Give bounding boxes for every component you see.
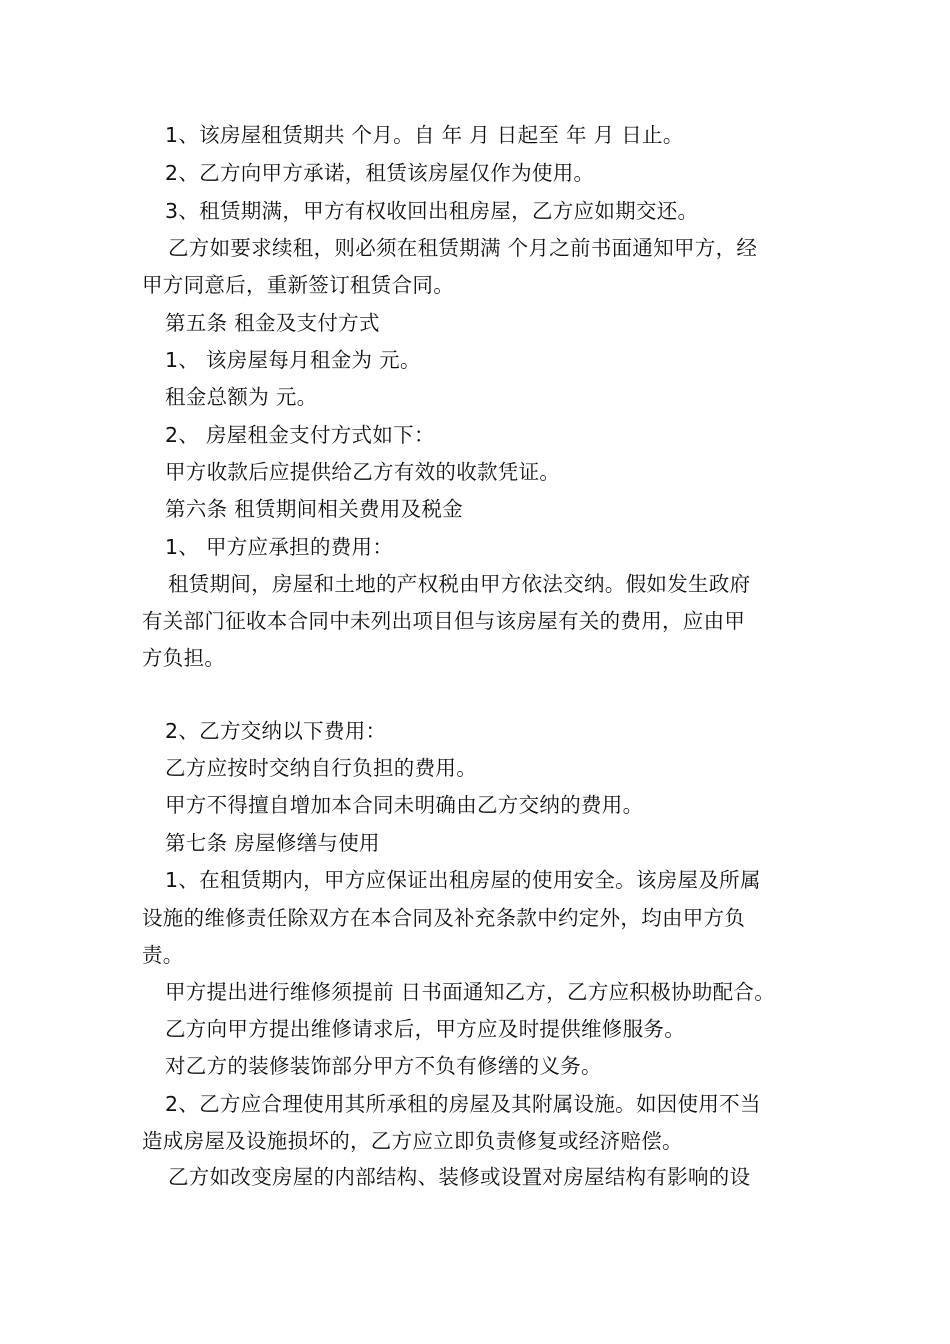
text-line: 2、乙方交纳以下费用： [165, 719, 387, 743]
text-line: 1、 该房屋每月租金为 元。 [165, 348, 421, 372]
text-line: 乙方应按时交纳自行负担的费用。 [165, 756, 477, 780]
text-line: 甲方提出进行维修须提前 日书面通知乙方，乙方应积极协助配合。 [165, 980, 776, 1004]
text-line: 责。 [142, 943, 184, 967]
text-line: 2、乙方应合理使用其所承租的房屋及其附属设施。如因使用不当 [165, 1092, 761, 1116]
section-heading: 第五条 租金及支付方式 [165, 311, 380, 335]
section-heading: 第六条 租赁期间相关费用及税金 [165, 497, 464, 521]
text-line: 甲方收款后应提供给乙方有效的收款凭证。 [165, 460, 561, 484]
text-line: 设施的维修责任除双方在本合同及补充条款中约定外，均由甲方负 [142, 906, 746, 930]
text-line: 对乙方的装修装饰部分甲方不负有修缮的义务。 [165, 1054, 602, 1078]
text-line: 1、在租赁期内，甲方应保证出租房屋的使用安全。该房屋及所属 [165, 868, 761, 892]
text-line: 方负担。 [142, 646, 226, 670]
text-line: 2、 房屋租金支付方式如下： [165, 423, 435, 447]
text-line: 甲方同意后，重新签订租赁合同。 [142, 273, 454, 297]
text-line: 乙方如改变房屋的内部结构、装修或设置对房屋结构有影响的设 [168, 1165, 751, 1189]
text-line: 1、 甲方应承担的费用： [165, 535, 394, 559]
text-line: 有关部门征收本合同中未列出项目但与该房屋有关的费用，应由甲 [142, 609, 746, 633]
text-line: 1、该房屋租赁期共 个月。自 年 月 日起至 年 月 日止。 [165, 123, 684, 147]
text-line: 造成房屋及设施损坏的，乙方应立即负责修复或经济赔偿。 [142, 1129, 683, 1153]
text-line: 2、乙方向甲方承诺，租赁该房屋仅作为使用。 [165, 161, 595, 185]
section-heading: 第七条 房屋修缮与使用 [165, 831, 380, 855]
text-line: 租金总额为 元。 [165, 385, 318, 409]
text-line: 租赁期间，房屋和土地的产权税由甲方依法交纳。假如发生政府 [168, 572, 751, 596]
text-line: 3、租赁期满，甲方有权收回出租房屋，乙方应如期交还。 [165, 199, 699, 223]
text-line: 乙方向甲方提出维修请求后，甲方应及时提供维修服务。 [165, 1017, 685, 1041]
text-line: 乙方如要求续租，则必须在租赁期满 个月之前书面通知甲方，经 [168, 236, 758, 260]
text-line: 甲方不得擅自增加本合同未明确由乙方交纳的费用。 [165, 793, 644, 817]
